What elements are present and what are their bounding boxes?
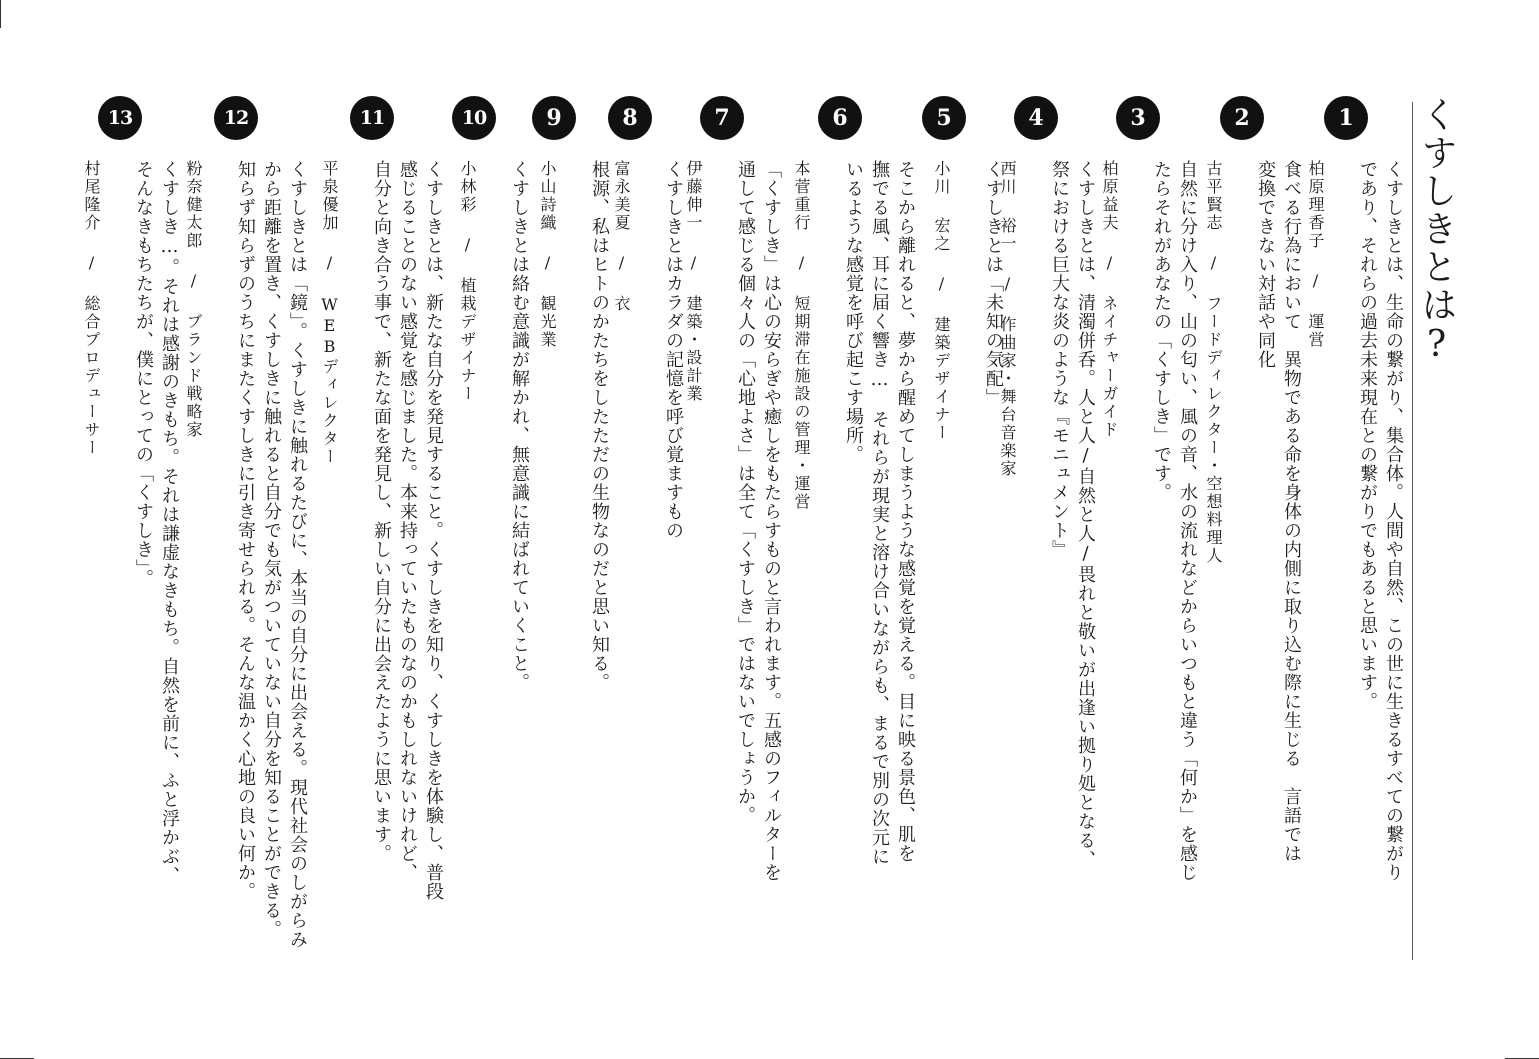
entry-number-badge: 2 [1220,96,1264,140]
entry-author: 本菅重行 / 短期滞在施設の管理・運営 [792,160,811,511]
entry-text: くすしきとは「未知の気配」 [983,160,1004,407]
entry-number-badge: 1 [1324,96,1368,140]
entry-text: くすしきとは、新たな自分を発見すること。くすしきを知り、くすしきを体験し、普段 感じることのない感覚を感じました。本来持っていたものなのかもしれないけれど、 自分と向き合う事で、新たな面を発見し、新しい自分に出会えたように思います。 [371,160,444,901]
entry-text: 「くすしき」は心の安らぎや癒しをもたらすものと言われます。五感のフィルターを 通して感じる個々人の「心地よさ」は全て「くすしき」ではないでしょうか。 [735,160,782,882]
entry-body [78,160,208,980]
entry-author: 平泉優加 / WEBディレクター [320,160,339,466]
entry-text: 自然に分け入り、山の匂い、風の音、水の流れなどからいつもと違う「何か」を感じ たらそれがあなたの「くすしき」です。 [1151,160,1198,882]
entry-text: そこから離れると、夢から醒めてしまうような感覚を覚える。目に映る景色、肌を 撫でる風、耳に届く響き… それらが現実と溶け合いながらも、まるで別の次元に いるような感覚を呼び起こす場所。 [843,160,916,866]
entry-text: くすしき…。それは感謝のきもち。それは謙虚なきもち。自然を前に、ふと浮かぶ、 そんなきもちたちが、僕にとっての「くすしき」。 [133,160,180,885]
entry-number-badge: 13 [98,96,142,140]
entry-author: 古平賢志 / フードディレクター・空想料理人 [1204,160,1223,565]
entry-author: 村尾隆介 / 総合プロデューサー [82,160,101,457]
entry-author: 富永美夏 / 衣 [612,160,631,313]
entry-number-badge: 5 [922,96,966,140]
entry-author: 小川 宏之 / 建築デザイナー [932,160,951,442]
entry-text: くすしきとは「鏡」。くすしきに触れるたびに、本当の自分に出会える。現代社会のしがらみ から距離を置き、くすしきに触れると自分でも気がついていない自分を知ることができる。 知らず知らずのうちにまたくすしきに引き寄せられる。そんな温かく心地の良い何か。 [235,160,308,949]
entry-text: 根源、私はヒトのかたちをしたただの生物なのだと思い知る。 [589,160,610,692]
entry-body [788,160,944,980]
entry-author: 小林彩 / 植栽デザイナー [458,160,477,403]
entry-number-badge: 10 [452,96,496,140]
entry-number-badge: 9 [532,96,576,140]
entry-number-badge: 3 [1116,96,1160,140]
entry-text: 食べる行為において 異物である命を身体の内側に取り込む際に生じる 言語では 変換できない対話や同化 [1255,160,1302,863]
entry-author: 小山詩織 / 観光業 [538,160,557,349]
entry-author: 柏原理香子 / 運営 [1306,160,1325,349]
entry-author: 伊藤伸一 / 建築・設計業 [684,160,703,403]
entry-author: 粉奈健太郎 / ブランド戦略家 [184,160,203,439]
entry-author: 西川 裕一 / 作曲家・舞台音楽家 [998,160,1017,478]
entry-number-badge: 4 [1014,96,1058,140]
entry-text: くすしきとは絡む意識が解かれ、無意識に結ばれていくこと。 [509,160,530,692]
entry-author: 柏原益夫 / ネイチャーガイド [1100,160,1119,439]
entry-number-badge: 6 [818,96,862,140]
entry-text: くすしきとはカラダの記憶を呼び覚ますもの [663,160,684,540]
entry-text: くすしきとは、清濁併呑。人と人/自然と人/畏れと敬いが出逢い拠り処となる、 祭における巨大な炎のような『モニュメント』 [1049,160,1096,869]
page-title: くすしきとは? [1416,96,1457,367]
entry-text: くすしきとは、生命の繋がり、集合体。人間や自然、この世に生きるすべての繋がり であり、それらの過去未来現在との繋がりでもあると思います。 [1357,160,1404,882]
entry-13 [74,0,180,1059]
entry-body [316,160,472,980]
entry-number-badge: 11 [350,96,394,140]
entry-number-badge: 8 [608,96,652,140]
entry-number-badge: 12 [214,96,258,140]
crop-mark-top-left [0,0,1,28]
entry-number-badge: 7 [700,96,744,140]
